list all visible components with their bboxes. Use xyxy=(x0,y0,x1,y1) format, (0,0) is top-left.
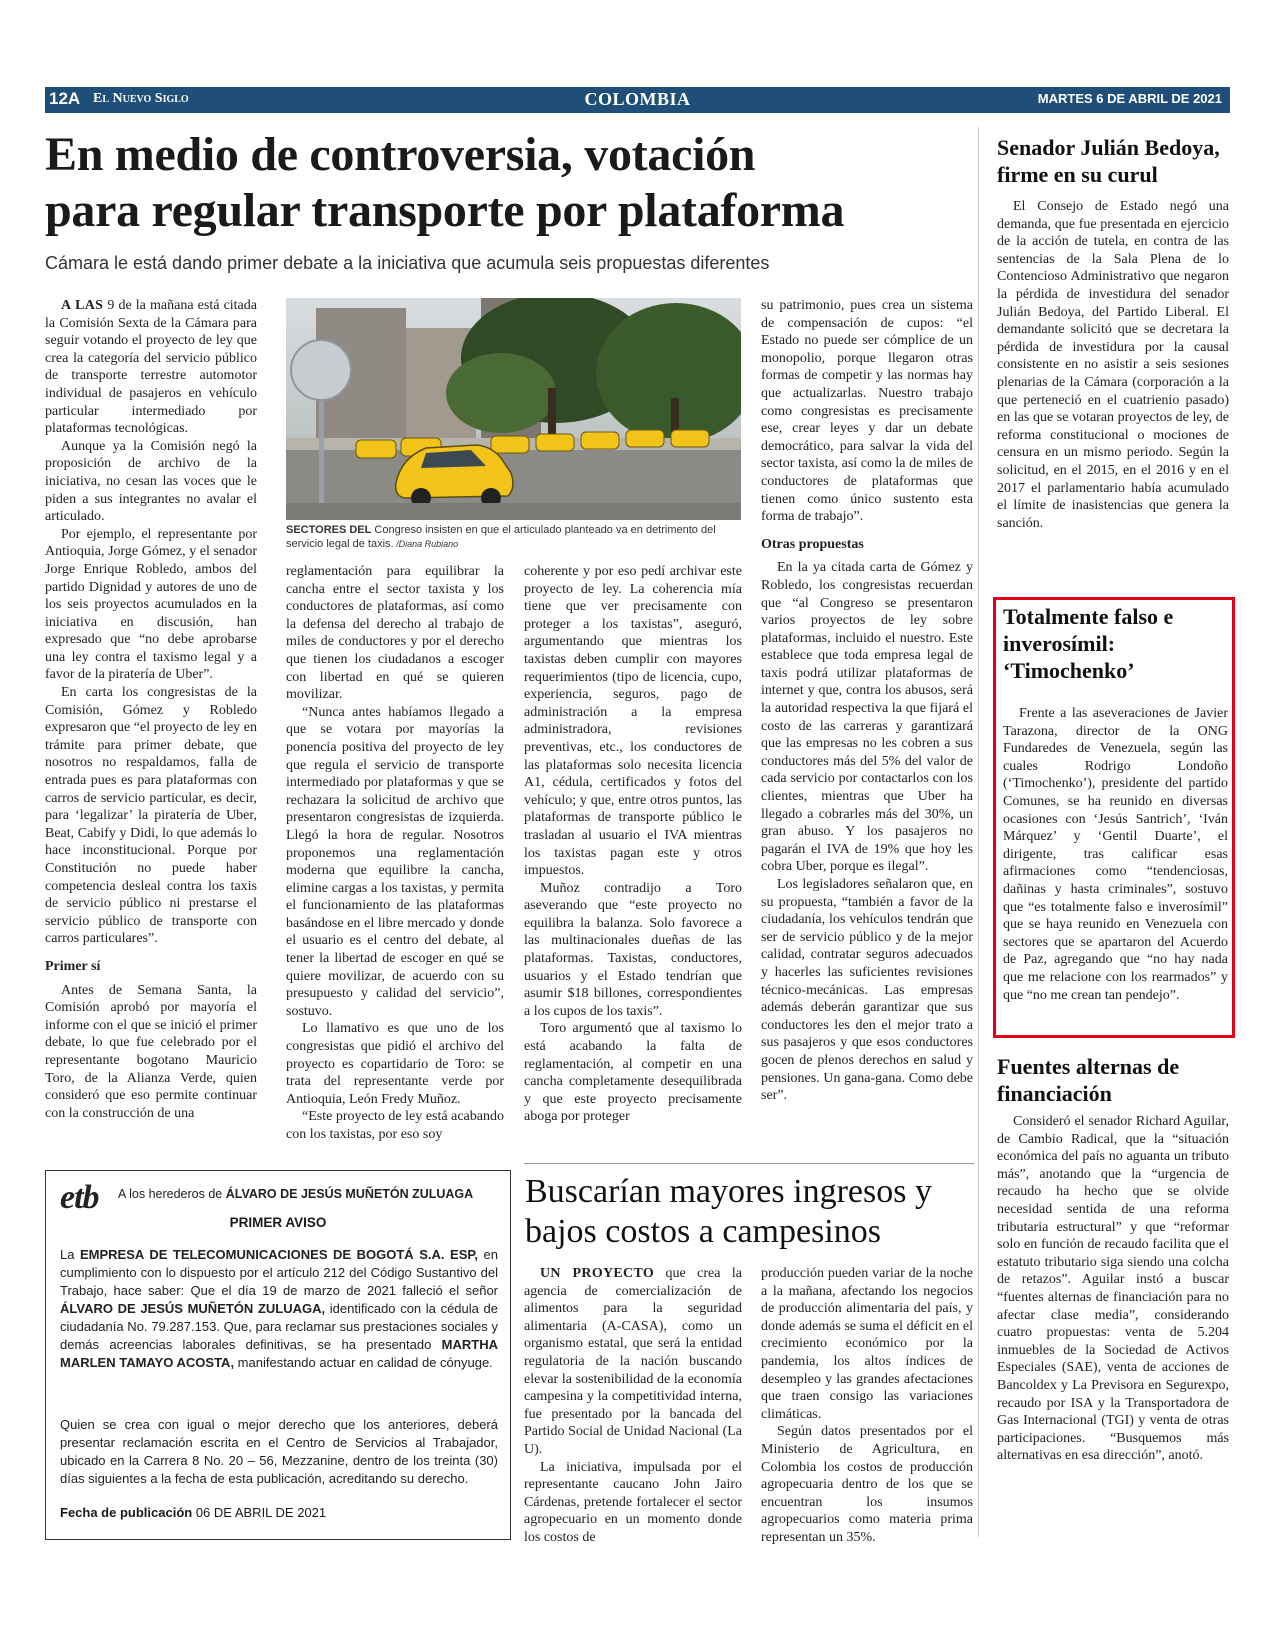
main-subhead: Cámara le está dando primer debate a la iniciativa que acumula seis propuestas diferentes xyxy=(45,253,770,273)
caption-text: Congreso insisten en que el articulado planteado va en detrimento del servicio legal de taxis. xyxy=(286,524,716,550)
paragraph: Lo llamativo es que uno de los congresistas que pidió el archivo del proyecto es copartidario de Toro: se trata del representante verde por Antioquia, León Fredy Muñoz. xyxy=(286,1021,504,1107)
caption-lead: SECTORES DEL xyxy=(286,524,372,536)
section-name: COLOMBIA xyxy=(584,89,691,109)
paragraph: “Este proyecto de ley está acabando con los taxistas, por eso soy xyxy=(286,1109,504,1142)
text: La xyxy=(60,1247,80,1262)
taxi-photo xyxy=(286,298,741,520)
paragraph: Antes de Semana Santa, la Comisión aprobó por mayoría el informe con el que se inició el primer debate, lo que fue celebrado por el representante bogotano Mauricio Toro, de la Alianza Verde, quien consideró que eso permite continuar con la construcción de una xyxy=(45,982,257,1121)
sidebar-story-1-title: Senador Julián Bedoya, firme en su curul xyxy=(997,135,1220,187)
paragraph: que crea la agencia de comercialización de alimentos para la seguridad alimentaria (A-CASA), como un organismo estatal, que será la entidad regulatoria de la nación buscando elevar la sostenibilidad de la economía campesina y la competitividad interna, fue presentado por la bancada del Partido Social de Unidad Nacional (La U). xyxy=(524,1266,742,1457)
company-name: EMPRESA DE TELECOMUNICACIONES DE BOGOTÁ S.A. ESP, xyxy=(80,1247,478,1262)
text: en cumplimiento con lo dispuesto por el artículo 212 del Código Sustantivo del Trabajo, hace saber: Que el día 19 de marzo de 2021 falleció el señor xyxy=(60,1247,498,1298)
main-article-column-2 xyxy=(286,563,504,1153)
main-headline-line-2: para regular transporte por plataforma xyxy=(45,184,845,237)
taxi-photo-illustration xyxy=(286,298,741,520)
subtitle: Otras propuestas xyxy=(761,536,864,552)
sidebar-story-1-text xyxy=(997,198,1229,583)
paragraph: En la ya citada carta de Gómez y Robledo, los congresistas recuerdan que “al Congreso se presentaron varios proyectos de ley sobre plataformas, incluido el nuestro. Este establece que toda empresa legal de taxis podrá utilizar plataformas de internet y que, contra los abusos, será la autoridad respectiva la que fijará el costo de las carreras y garantizará que las empresas no les cobren a sus conductores más del 5% del valor de cada servicio por contactarlos con los clientes, mientras que Uber ha llegado a cobrarles más del 30%, un gran abuso. Y los pasajeros no pagarán el IVA de 19% que hoy les cobra Uber, porque es ilegal”. xyxy=(761,560,973,875)
main-article-column-1 xyxy=(45,297,257,1137)
main-headline xyxy=(45,127,970,239)
date-label: Fecha de publicación xyxy=(60,1505,193,1520)
paragraph: su patrimonio, pues crea un sistema de compensación de cupos: “el Estado no puede ser cómplice de un monopolio, porque llegaron otras formas de competir y las normas hay que actualizarlas. Nuestro trabajo como congresistas es precisamente ese, crear leyes y dar un debate democrático, para salvar la vida del sector taxista, así como la de miles de conductores de plataformas que tienen como único sustento esta forma de trabajo”. xyxy=(761,298,973,525)
paragraph: Muñoz contradijo a Toro aseverando que “este proyecto no equilibra la balanza. Solo favorece a las multinacionales dueñas de las plataformas. Taxistas, conductores, usuarios y el Estado tendrían que asumir $18 billones, correspondientes a los cupos de los taxis”. xyxy=(524,880,742,1019)
subtitle: Primer sí xyxy=(45,958,101,974)
page-number: 12A xyxy=(49,89,81,108)
main-headline-line-1: En medio de controversia, votación xyxy=(45,128,756,181)
paragraph: Frente a las aseveraciones de Javier Tarazona, director de la ONG Fundaredes de Venezuela, según las cuales Rodrigo Londoño (‘Timochenko’), presidente del partido Comunes, se ha reunido en diversas ocasiones con ‘Jesús Santrich’, ‘Iván Márquez’ y ‘Gentil Duarte’, el dirigente, tras calificar esas afirmaciones como “tendenciosas, dañinas y hasta criminales”, sostuvo que “es totalmente falso e inverosímil” que se haya reunido en Venezuela con sectores que se apartaron del Acuerdo de Paz, agregando que “no hay nada que me relacione con los rearmados” y que “no me crean tan pendejo”. xyxy=(1003,706,1228,1003)
sidebar-story-2-text xyxy=(1003,705,1228,1030)
second-article-column-2 xyxy=(761,1265,973,1545)
deceased-name: ÁLVARO DE JESÚS MUÑETÓN ZULUAGA, xyxy=(60,1301,326,1316)
paragraph: Aunque ya la Comisión negó la proposición de archivo de la iniciativa, no cesan las voces que le piden a sus integrantes no avalar el articulado. xyxy=(45,438,257,525)
sidebar-divider xyxy=(978,127,979,1537)
paragraph: Según datos presentados por el Ministerio de Agricultura, en Colombia los costos de producción agropecuaria dentro de los que se encuentran los insumos agropecuarios como materia prima representan un 35%. xyxy=(761,1424,973,1545)
date-value: 06 DE ABRIL DE 2021 xyxy=(192,1505,327,1520)
main-article-column-4 xyxy=(761,297,973,1152)
paragraph: Los legisladores señalaron que, en su propuesta, “también a favor de la ciudadanía, los vehículos tendrán que ser de servicio público y de la mejor calidad, contratar seguros adecuados y hacerles las suficientes revisiones técnico-mecánicas. Las empresas además deberán garantizar que sus conductores les den el mejor trato a sus pasajeros y que esos conductores gocen de plenos derechos en salud y pensiones. Un gana-gana. Como debe ser”. xyxy=(761,877,973,1104)
lead-word: UN PROYECTO xyxy=(540,1266,655,1281)
issue-date: MARTES 6 DE ABRIL DE 2021 xyxy=(1037,91,1222,106)
paragraph: Consideró el senador Richard Aguilar, de Cambio Radical, que la “situación económica del país no aguanta un tributo más”, anotando que la “urgencia de recaudo ha hecho que se olvide necesidad sentida de una reforma tributaria estructural” y que “reformar solo en función de recaudo facilita que el estatuto tributario siga siendo una colcha de retazos”. Aguilar instó a buscar “fuentes alternas de financiación para no afectar clase media”, considerando cuatro propuestas: venta de 5.204 inmuebles de la Sociedad de Activos Especiales (SAE), venta de acciones de Bancoldex y La Previsora en Segurexpo, recaudo por ISA y la Transportadora de Gas Internacional (TGI) y venta de otras participaciones. “Busquemos más alternativas en esa dirección”, anotó. xyxy=(997,1114,1229,1464)
photo-credit: /Diana Rubiano xyxy=(393,539,459,549)
paragraph: Toro argumentó que al taxismo lo está acabando la falta de reglamentación, al competir en una cancha completamente desequilibrada y que este proyecto precisamente aboga por proteger xyxy=(524,1021,742,1125)
heirs-prefix: A los herederos de xyxy=(118,1187,226,1201)
etb-logo: etb xyxy=(60,1179,99,1216)
second-headline: Buscarían mayores ingresos y bajos costos a campesinos xyxy=(525,1173,932,1250)
photo-caption xyxy=(286,523,741,551)
heirs-name: ÁLVARO DE JESÚS MUÑETÓN ZULUAGA xyxy=(225,1187,474,1201)
paragraph: En carta los congresistas de la Comisión, Gómez y Robledo expresaron que “el proyecto de ley en trámite para primer debate, que nosotros no respaldamos, falla de entrada pues es para plataformas con carros de servicio particular, es decir, para ‘legalizar’ la piratería de Uber, Beat, Cabify y Didi, lo que además lo hace inconstitucional. Porque por Constitución no puede haber competencia desleal contra los taxis de servicio público ni prestarse el servicio público de transporte con carros particulares”. xyxy=(45,685,257,947)
notice-paragraph-1 xyxy=(60,1246,498,1372)
paragraph: producción pueden variar de la noche a la mañana, afectando los negocios de producción alimentaria del país, y donde además se suma el déficit en el crecimiento económico por la pandemia, los altos índices de desempleo y las grandes afectaciones que traen consigo las variaciones climáticas. xyxy=(761,1266,973,1422)
page-header-bar xyxy=(45,87,1230,113)
sidebar-story-3-title: Fuentes alternas de financiación xyxy=(997,1054,1180,1106)
publication-date xyxy=(60,1505,326,1520)
notice-paragraph-2: Quien se crea con igual o mejor derecho que los anteriores, deberá presentar reclamación escrita en el Centro de Servicios al Trabajador, ubicado en la Carrera 8 No. 20 – 56, Mezzanine, dentro de los treinta (30) días siguientes a la fecha de esta publicación, acreditando su derecho. xyxy=(60,1417,498,1486)
main-article-column-3 xyxy=(524,563,742,1153)
paragraph: “Nunca antes habíamos llegado a que se votara por mayorías la ponencia positiva del proyecto de ley que regula el servicio de transporte intermediado por plataformas y que se rechazara la solicitud de archivo que presentaron congresistas de izquierda. Llegó la hora de regular. Nosotros proponemos una reglamentación moderna que equilibre la cancha, elimine cargas a los taxistas, y permita el funcionamiento de las plataformas basándose en el libre mercado y donde el usuario es el centro del debate, al tener la libertad de escoger en qué se quiere movilizar, de acuerdo con su presupuesto y calidad del servicio”, sostuvo. xyxy=(286,704,504,1019)
paragraph: 9 de la mañana está citada la Comisión Sexta de la Cámara para seguir votando el proyecto de ley que crea la categoría del servicio público de transporte terrestre automotor individual de pasajeros en vehículo particular intermediado por plataformas tecnológicas. xyxy=(45,298,257,437)
paragraph: coherente y por eso pedí archivar este proyecto de ley. La coherencia mía tiene que ver precisamente con proteger a los taxistas”, aseguró, argumentando que mientras los taxistas deben cumplir con mayores requerimientos (tipo de licencia, cupo, experiencia, seguros, pago de administración a la empresa administradora, revisiones preventivas, etc., los conductores de las plataformas solo necesita licencia A1, cédula, certificados y fotos del vehículo; y que, entre otros puntos, las plataformas de transporte público le trasladan al usuario el IVA mientras los taxistas pagan este y otros impuestos. xyxy=(524,564,742,879)
paragraph: El Consejo de Estado negó una demanda, que fue presentada en ejercicio de la acción de tutela, en contra de las sentencias de la Sala Plena de lo Contencioso Administrativo que negaron la pérdida de investidura del senador Julián Bedoya, del Partido Liberal. El demandante solicitó que se decretara la pérdida de investidura por la causal consistente en no asistir a seis sesiones plenarias de la Cámara (corporación a la que perteneció en el cuatrienio pasado) en las que se votaran proyectos de ley, de reforma constitucional o mociones de censura en un mismo periodo. Según la solicitud, en el 2015, en el 2016 y en el 2017 el parlamentario había acumulado el límite de inasistencias que genera la sanción. xyxy=(997,199,1229,531)
notice-heirs xyxy=(118,1187,473,1201)
text: manifestando actuar en calidad de cónyuge. xyxy=(234,1355,493,1370)
sidebar-story-2-title: Totalmente falso e inverosímil: ‘Timochenko’ xyxy=(1003,604,1174,683)
notice-title: PRIMER AVISO xyxy=(229,1215,327,1230)
newspaper-name: El Nuevo Siglo xyxy=(93,91,189,106)
paragraph: La iniciativa, impulsada por el representante caucano John Jairo Cárdenas, pretende fortalecer el sector agropecuario en un momento donde los costos de xyxy=(524,1459,742,1545)
paragraph: Por ejemplo, el representante por Antioquia, Jorge Gómez, y el senador Jorge Enrique Robledo, ambos del partido Dignidad y autores de uno de los seis proyectos acumulados en la iniciativa en discusión, han expresado que “no debe aprobarse una ley contra el taxismo legal y a favor de la piratería de Uber”. xyxy=(45,526,257,683)
claimant-name: MARTHA MARLEN TAMAYO ACOSTA, xyxy=(60,1337,498,1370)
text: identificado con la cédula de ciudadanía No. 79.287.153. Que, para reclamar sus prestaciones sociales y demás acreencias laborales definitivas, se ha presentado xyxy=(60,1301,498,1352)
paragraph: reglamentación para equilibrar la cancha entre el sector taxista y los conductores de plataformas, así como la defensa del derecho al trabajo de miles de conductores y por el derecho que tienen los ciudadanos a escoger con libertad en qué se quieren movilizar. xyxy=(286,564,504,703)
lead-word: A LAS xyxy=(61,298,104,313)
legal-notice xyxy=(45,1170,511,1540)
second-article-column-1 xyxy=(524,1265,742,1545)
divider xyxy=(524,1163,974,1164)
sidebar-story-3-text xyxy=(997,1113,1229,1543)
